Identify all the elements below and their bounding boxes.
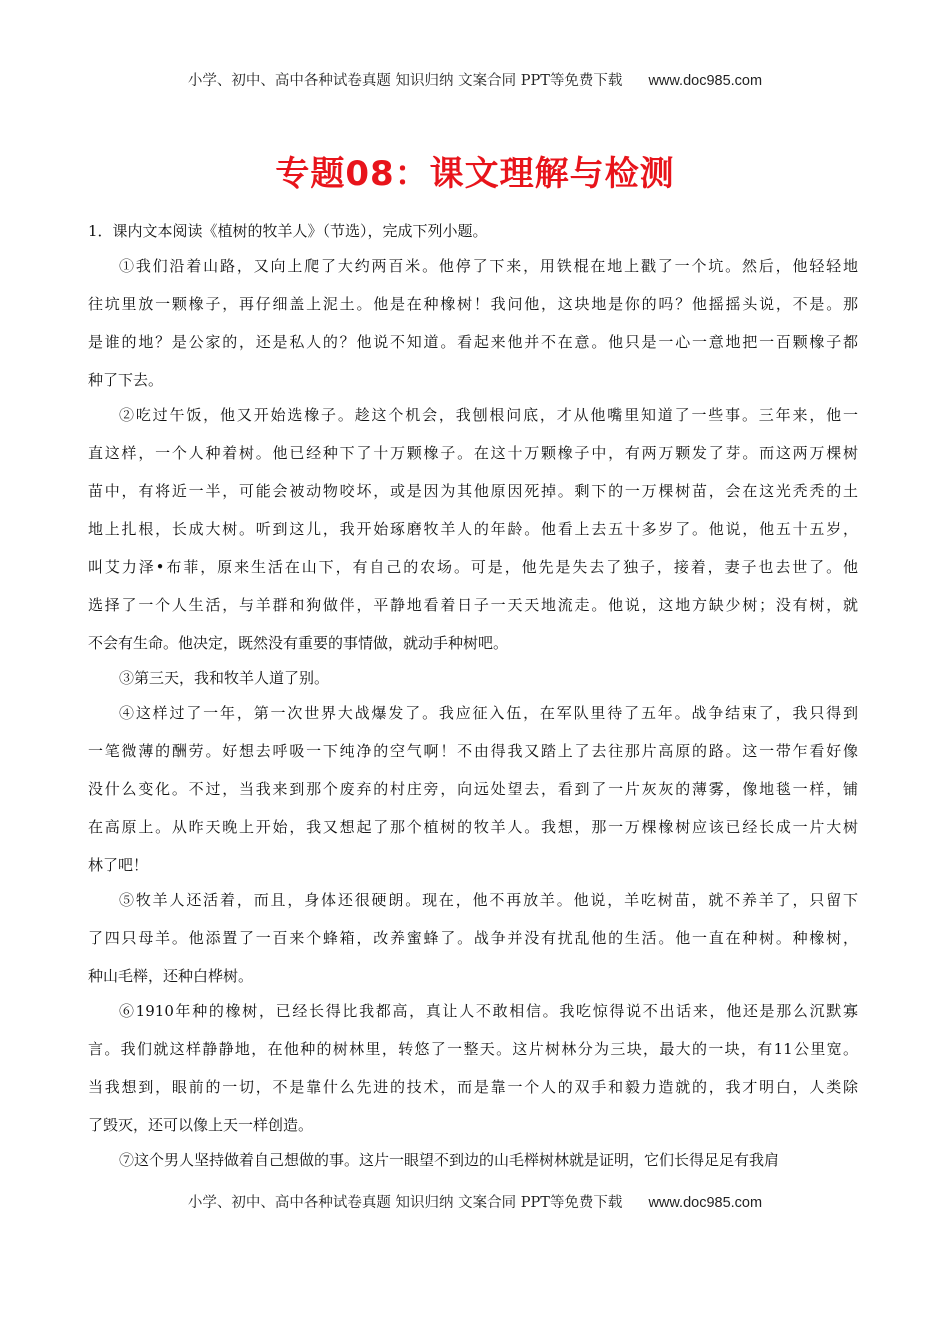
paragraph-line: 是谁的地？是公家的，还是私人的？他说不知道。看起来他并不在意。他只是一心一意地把一百颗橡子都: [88, 333, 858, 351]
reading-passage: [88, 247, 858, 1179]
page-title: 专题08：课文理解与检测: [275, 154, 675, 194]
paragraph-line: ⑥1910年种的橡树，已经长得比我都高，真让人不敢相信。我吃惊得说不出话来，他还是那么沉默寡: [119, 1002, 858, 1020]
paragraph-line: ⑤牧羊人还活着，而且，身体还很硬朗。现在，他不再放羊。他说，羊吃树苗，就不养羊了，只留下: [119, 891, 858, 909]
passage-paragraph: [88, 1141, 858, 1179]
question-prompt: 1．课内文本阅读《植树的牧羊人》（节选），完成下列小题。: [88, 222, 488, 240]
paragraph-line: 种了下去。: [88, 371, 164, 389]
paragraph-line: 往坑里放一颗橡子，再仔细盖上泥土。他是在种橡树！我问他，这块地是你的吗？他摇摇头说，不是。那: [88, 295, 858, 313]
header-url[interactable]: www.doc985.com: [648, 73, 763, 89]
paragraph-line: 地上扎根，长成大树。听到这儿，我开始琢磨牧羊人的年龄。他看上去五十多岁了。他说，他五十五岁，: [88, 520, 858, 538]
paragraph-line: 不会有生命。他决定，既然没有重要的事情做，就动手种树吧。: [88, 634, 509, 652]
page-footer: [0, 1191, 950, 1212]
passage-paragraph: [88, 992, 858, 1144]
paragraph-line: 叫艾力泽•布菲，原来生活在山下，有自己的农场。可是，他先是失去了独子，接着，妻子也去世了。他: [88, 558, 858, 576]
passage-paragraph: [88, 396, 858, 662]
paragraph-line: 直这样，一个人种着树。他已经种下了十万颗橡子。在这十万颗橡子中，有两万颗发了芽。而这两万棵树: [88, 444, 858, 462]
paragraph-line: 言。我们就这样静静地，在他种的树林里，转悠了一整天。这片树林分为三块，最大的一块，有11公里宽。: [88, 1040, 858, 1058]
paragraph-line: ③第三天，我和牧羊人道了别。: [119, 669, 330, 687]
paragraph-line: 没什么变化。不过，当我来到那个废弃的村庄旁，向远处望去，看到了一片灰灰的薄雾，像地毯一样，铺: [88, 780, 858, 798]
passage-paragraph: [88, 881, 858, 995]
paragraph-line: 苗中，有将近一半，可能会被动物咬坏，或是因为其他原因死掉。剩下的一万棵树苗，会在这光秃秃的土: [88, 482, 858, 500]
paragraph-line: 当我想到，眼前的一切，不是靠什么先进的技术，而是靠一个人的双手和毅力造就的，我才明白，人类除: [88, 1078, 858, 1096]
header-text: 小学、初中、高中各种试卷真题 知识归纳 文案合同 PPT等免费下载: [187, 73, 623, 89]
footer-text: 小学、初中、高中各种试卷真题 知识归纳 文案合同 PPT等免费下载: [187, 1195, 623, 1211]
paragraph-line: 了毁灭，还可以像上天一样创造。: [88, 1116, 314, 1134]
paragraph-line: 在高原上。从昨天晚上开始，我又想起了那个植树的牧羊人。我想，那一万棵橡树应该已经长成一片大树: [88, 818, 858, 836]
paragraph-line: ④这样过了一年，第一次世界大战爆发了。我应征入伍，在军队里待了五年。战争结束了，我只得到: [119, 704, 858, 722]
paragraph-line: ②吃过午饭，他又开始选橡子。趁这个机会，我刨根问底，才从他嘴里知道了一些事。三年来，他一: [119, 406, 858, 424]
page-header: [0, 69, 950, 90]
paragraph-line: ①我们沿着山路，又向上爬了大约两百米。他停了下来，用铁棍在地上戳了一个坑。然后，他轻轻地: [119, 257, 858, 275]
passage-paragraph: [88, 247, 858, 399]
paragraph-line: 林了吧！: [88, 856, 149, 874]
paragraph-line: 种山毛榉，还种白桦树。: [88, 967, 254, 985]
footer-url[interactable]: www.doc985.com: [648, 1195, 763, 1211]
paragraph-line: 选择了一个人生活，与羊群和狗做伴，平静地看着日子一天天地流走。他说，这地方缺少树；没有树，就: [88, 596, 858, 614]
paragraph-line: ⑦这个男人坚持做着自己想做的事。这片一眼望不到边的山毛榉树林就是证明，它们长得足足有我肩: [119, 1151, 780, 1169]
passage-paragraph: [88, 694, 858, 884]
paragraph-line: 一笔微薄的酬劳。好想去呼吸一下纯净的空气啊！不由得我又踏上了去往那片高原的路。这一带乍看好像: [88, 742, 858, 760]
passage-paragraph: [88, 659, 858, 697]
paragraph-line: 了四只母羊。他添置了一百来个蜂箱，改养蜜蜂了。战争并没有扰乱他的生活。他一直在种树。种橡树，: [88, 929, 858, 947]
